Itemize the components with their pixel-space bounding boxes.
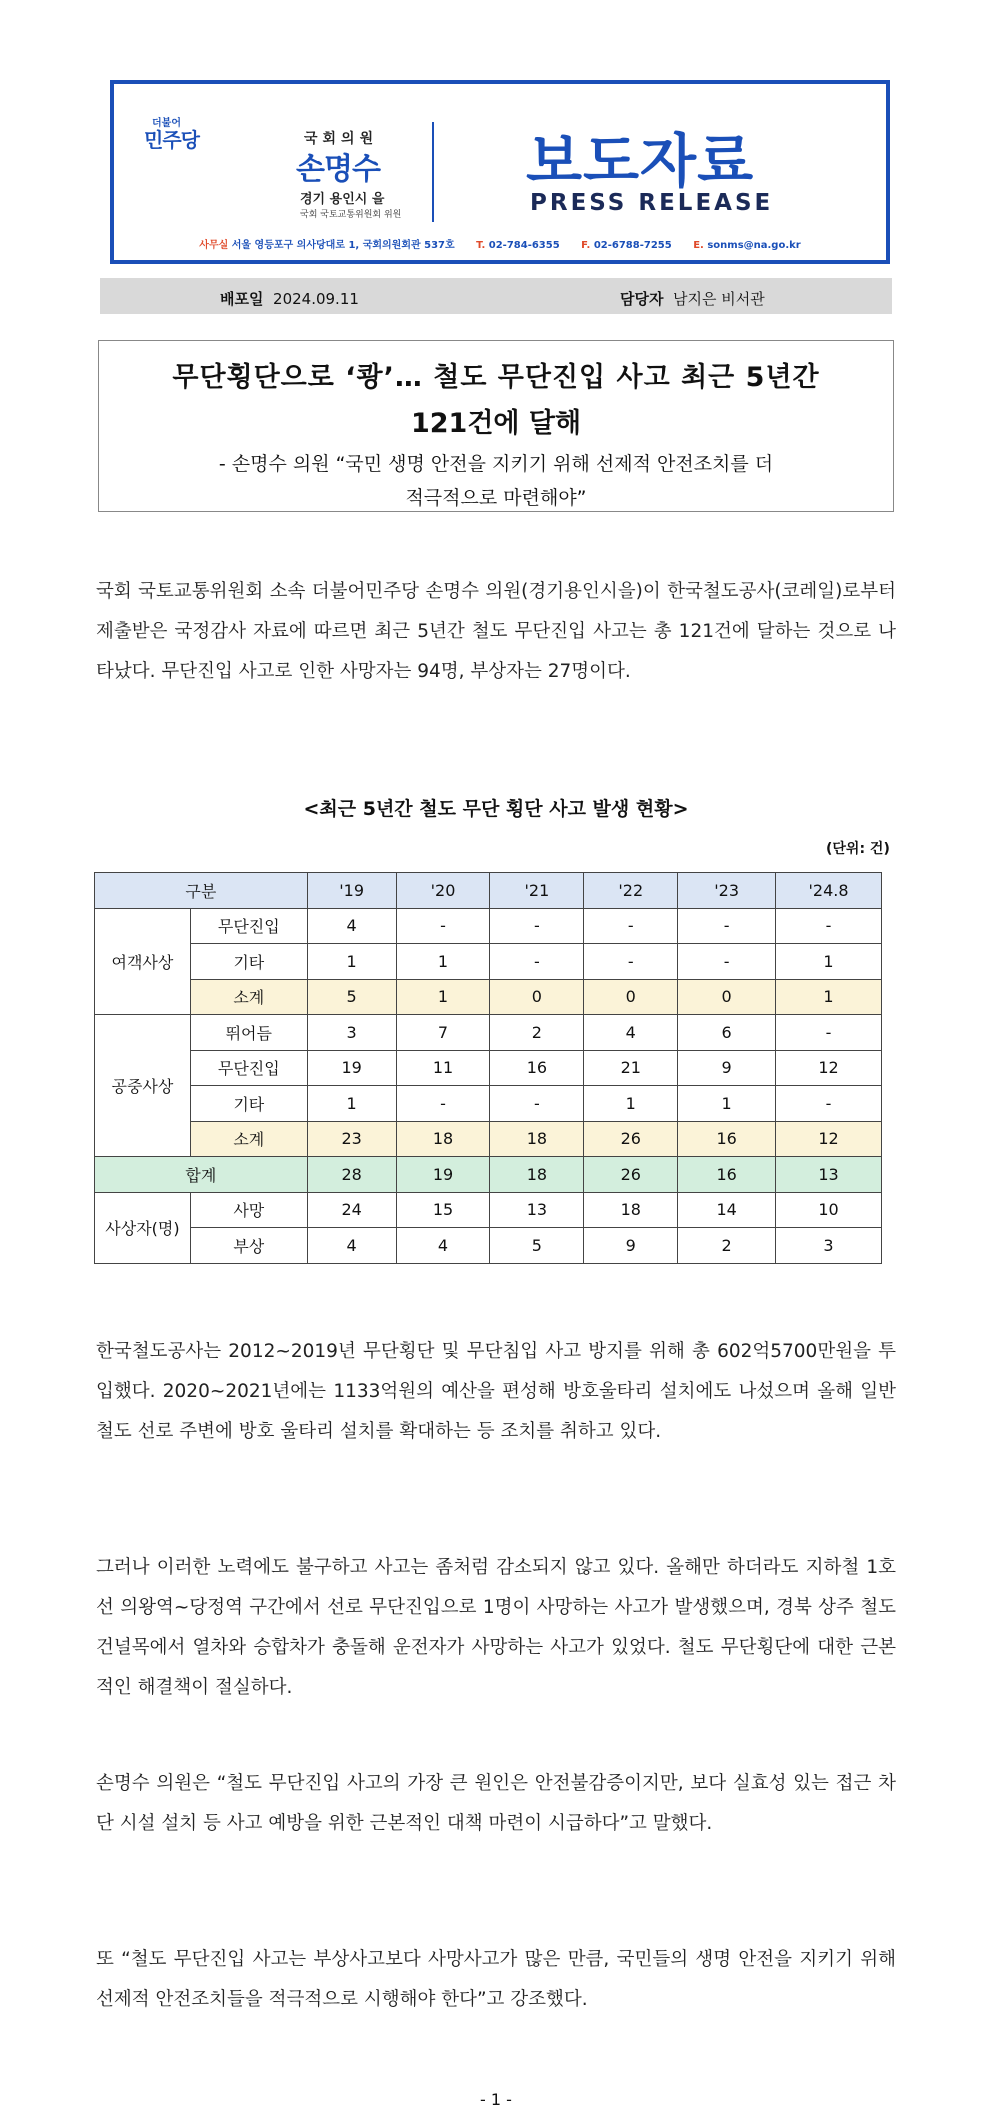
office-address: 서울 영등포구 의사당대로 1, 국회의원회관 537호 <box>231 240 455 251</box>
table-header-row <box>95 873 882 909</box>
header-year: '24.8 <box>776 873 882 909</box>
table-cell: 0 <box>678 979 776 1015</box>
table-cell: - <box>396 908 490 944</box>
table-cell: - <box>678 944 776 980</box>
table-cell: 11 <box>396 1050 490 1086</box>
distribution-bar <box>100 278 892 314</box>
table-cell: 1 <box>396 944 490 980</box>
table-cell: - <box>490 944 584 980</box>
table-cell: 2 <box>678 1228 776 1264</box>
group-public: 공중사상 <box>95 1015 191 1157</box>
date-label: 배포일 <box>220 290 264 308</box>
press-release-banner <box>110 80 890 264</box>
table-cell: 4 <box>307 908 396 944</box>
group-passenger: 여객사상 <box>95 908 191 1015</box>
table-cell: 18 <box>396 1121 490 1157</box>
press-release-title-en: PRESS RELEASE <box>530 190 774 216</box>
table-cell: 5 <box>307 979 396 1015</box>
accident-stats-table <box>94 872 882 1264</box>
table-cell: 14 <box>678 1192 776 1228</box>
table-cell: 19 <box>396 1157 490 1193</box>
contact-info <box>114 236 886 256</box>
release-date: 2024.09.11 <box>273 290 359 308</box>
table-cell: 1 <box>776 979 882 1015</box>
table-cell: 19 <box>307 1050 396 1086</box>
table-cell: 21 <box>584 1050 678 1086</box>
header-year: '19 <box>307 873 396 909</box>
table-cell: 18 <box>584 1192 678 1228</box>
tel-number: 02-784-6355 <box>488 240 560 251</box>
table-cell: 9 <box>584 1228 678 1264</box>
table-row <box>95 1050 882 1086</box>
table-cell: 4 <box>584 1015 678 1051</box>
table-cell: 1 <box>678 1086 776 1122</box>
table-cell: 28 <box>307 1157 396 1193</box>
row-label: 부상 <box>190 1228 307 1264</box>
member-district: 경기 용인시 을 <box>300 192 385 207</box>
header-category: 구분 <box>95 873 308 909</box>
table-cell: 24 <box>307 1192 396 1228</box>
row-label: 소계 <box>190 979 307 1015</box>
table-row-subtotal <box>95 1121 882 1157</box>
table-cell: 12 <box>776 1050 882 1086</box>
table-cell: 23 <box>307 1121 396 1157</box>
table-cell: - <box>776 1015 882 1051</box>
table-cell: 26 <box>584 1121 678 1157</box>
row-label: 무단진입 <box>190 1050 307 1086</box>
table-cell: - <box>584 908 678 944</box>
table-cell: 12 <box>776 1121 882 1157</box>
table-cell: 9 <box>678 1050 776 1086</box>
table-cell: - <box>678 908 776 944</box>
header-year: '22 <box>584 873 678 909</box>
table-row <box>95 908 882 944</box>
member-role: 국회의원 <box>304 131 379 147</box>
table-row-total <box>95 1157 882 1193</box>
member-committee: 국회 국토교통위원회 위원 <box>300 210 402 220</box>
table-cell: - <box>396 1086 490 1122</box>
row-label: 사망 <box>190 1192 307 1228</box>
table-cell: 3 <box>776 1228 882 1264</box>
table-cell: 18 <box>490 1157 584 1193</box>
table-cell: 1 <box>307 1086 396 1122</box>
table-row-subtotal <box>95 979 882 1015</box>
table-cell: 4 <box>396 1228 490 1264</box>
table-cell: 16 <box>678 1121 776 1157</box>
header-year: '21 <box>490 873 584 909</box>
table-cell: 7 <box>396 1015 490 1051</box>
table-cell: 4 <box>307 1228 396 1264</box>
contact-person: 남지은 비서관 <box>673 290 765 308</box>
row-label: 기타 <box>190 944 307 980</box>
headline-line-1: 무단횡단으로 ‘쾅’… 철도 무단진입 사고 최근 5년간 <box>172 362 820 393</box>
table-cell: 16 <box>490 1050 584 1086</box>
table-row <box>95 944 882 980</box>
row-label: 뛰어듬 <box>190 1015 307 1051</box>
table-cell: 0 <box>490 979 584 1015</box>
table-cell: 1 <box>776 944 882 980</box>
row-label: 소계 <box>190 1121 307 1157</box>
table-row <box>95 1192 882 1228</box>
table-cell: - <box>584 944 678 980</box>
table-row <box>95 1015 882 1051</box>
table-cell: 5 <box>490 1228 584 1264</box>
fax-number: 02-6788-7255 <box>593 240 672 251</box>
table-cell: 26 <box>584 1157 678 1193</box>
body-paragraph-5: 또 “철도 무단진입 사고는 부상사고보다 사망사고가 많은 만큼, 국민들의 생명 안전을 지키기 위해 선제적 안전조치들을 적극적으로 시행해야 한다”고 강조했다. <box>96 1949 896 2010</box>
page-number: - 1 - <box>480 2090 512 2109</box>
table-cell: 18 <box>490 1121 584 1157</box>
press-release-title-ko: 보도자료 <box>526 127 755 195</box>
party-logo: 민주당 <box>144 128 199 152</box>
table-cell: 1 <box>584 1086 678 1122</box>
row-label: 기타 <box>190 1086 307 1122</box>
contact-label: 담당자 <box>620 290 664 308</box>
tel-label: T. <box>476 240 486 251</box>
member-name: 손명수 <box>296 152 380 187</box>
table-cell: 0 <box>584 979 678 1015</box>
subheadline-line-1: - 손명수 의원 “국민 생명 안전을 지키기 위해 선제적 안전조치를 더 <box>218 453 774 475</box>
table-cell: 3 <box>307 1015 396 1051</box>
table-cell: - <box>776 1086 882 1122</box>
banner-divider <box>432 122 434 222</box>
subheadline-line-2: 적극적으로 마련해야” <box>405 487 587 509</box>
table-row <box>95 1228 882 1264</box>
email-label: E. <box>693 240 704 251</box>
table-unit: (단위: 건) <box>826 841 890 857</box>
header-year: '20 <box>396 873 490 909</box>
header-year: '23 <box>678 873 776 909</box>
table-cell: 16 <box>678 1157 776 1193</box>
table-cell: - <box>490 1086 584 1122</box>
table-row <box>95 1086 882 1122</box>
office-label: 사무실 <box>199 240 229 251</box>
table-cell: - <box>776 908 882 944</box>
table-cell: 13 <box>490 1192 584 1228</box>
subheadline <box>99 447 893 515</box>
headline-line-2: 121건에 달해 <box>410 408 582 439</box>
headline-box <box>98 340 894 512</box>
table-title: <최근 5년간 철도 무단 횡단 사고 발생 현황> <box>303 798 689 820</box>
table-cell: 2 <box>490 1015 584 1051</box>
party-logo-small: 더불어 <box>152 118 181 129</box>
group-casualty: 사상자(명) <box>95 1192 191 1263</box>
table-cell: - <box>490 908 584 944</box>
fax-label: F. <box>581 240 591 251</box>
table-cell: 1 <box>307 944 396 980</box>
body-paragraph-4: 손명수 의원은 “철도 무단진입 사고의 가장 큰 원인은 안전불감증이지만, 보다 실효성 있는 접근 차단 시설 설치 등 사고 예방을 위한 근본적인 대책 마련이 시급하다”고 말했다. <box>96 1773 896 1834</box>
table-cell: 6 <box>678 1015 776 1051</box>
row-label: 합계 <box>95 1157 308 1193</box>
table-cell: 13 <box>776 1157 882 1193</box>
row-label: 무단진입 <box>190 908 307 944</box>
table-cell: 1 <box>396 979 490 1015</box>
body-paragraph-2: 한국철도공사는 2012~2019년 무단횡단 및 무단침입 사고 방지를 위해 총 602억5700만원을 투입했다. 2020~2021년에는 1133억원의 예산을 편성해 방호울타리 설치에도 나섰으며 올해 일반철도 선로 주변에 방호 울타리 설치를 확대하는 등 조치를 취하고 있다. <box>96 1341 896 1442</box>
table-cell: 10 <box>776 1192 882 1228</box>
body-paragraph-1: 국회 국토교통위원회 소속 더불어민주당 손명수 의원(경기용인시을)이 한국철도공사(코레일)로부터 제출받은 국정감사 자료에 따르면 최근 5년간 철도 무단진입 사고는 총 121건에 달하는 것으로 나타났다. 무단진입 사고로 인한 사망자는 94명, 부상자는 27명이다. <box>96 581 896 682</box>
email-address: sonms@na.go.kr <box>707 240 801 251</box>
table-cell: 15 <box>396 1192 490 1228</box>
body-paragraph-3: 그러나 이러한 노력에도 불구하고 사고는 좀처럼 감소되지 않고 있다. 올해만 하더라도 지하철 1호선 의왕역~당정역 구간에서 선로 무단진입으로 1명이 사망하는 사고가 발생했으며, 경북 상주 철도 건널목에서 열차와 승합차가 충돌해 운전자가 사망하는 사고가 있었다. 철도 무단횡단에 대한 근본적인 해결책이 절실하다. <box>96 1557 896 1698</box>
